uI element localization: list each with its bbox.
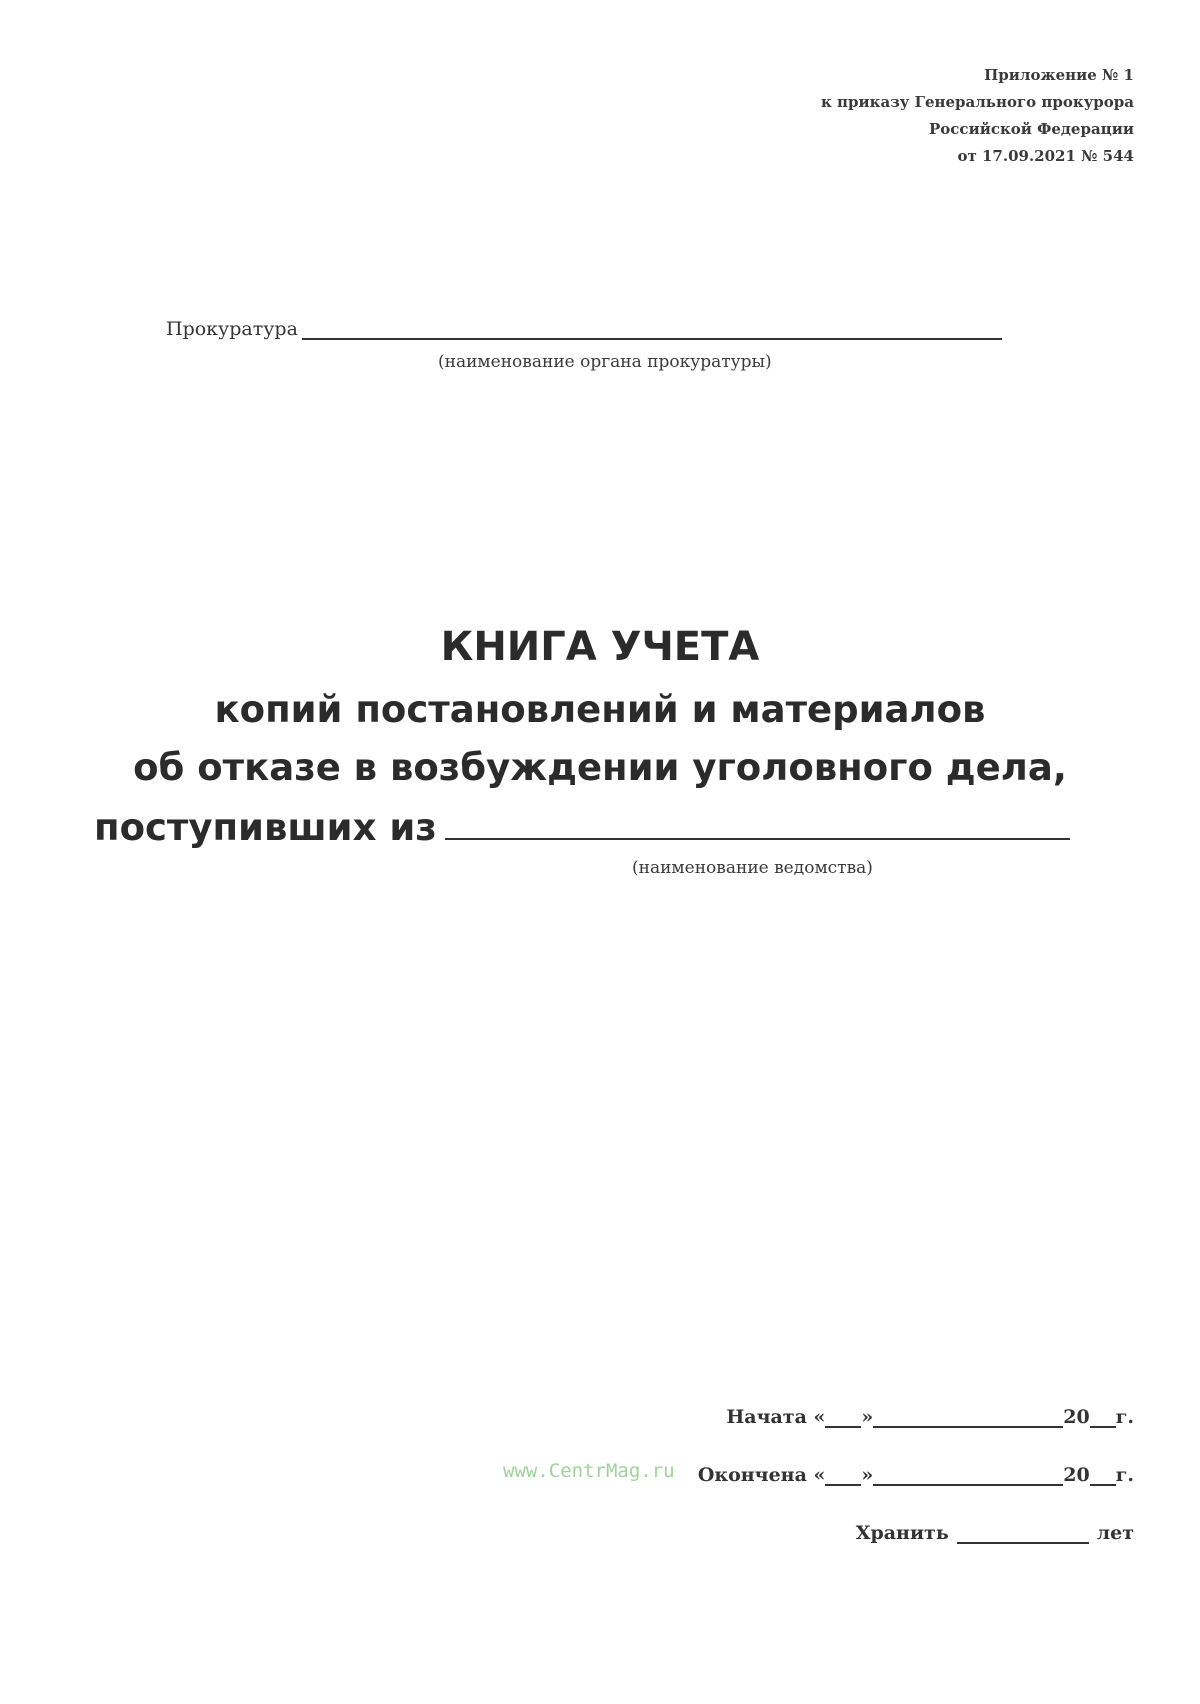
close-quote: »	[861, 1406, 874, 1428]
year-prefix: 20	[1063, 1464, 1090, 1486]
year-blank	[1090, 1408, 1116, 1428]
open-quote: «	[813, 1406, 826, 1428]
title-line-1: копий постановлений и материалов	[214, 688, 986, 731]
appendix-date: от 17.09.2021 № 544	[957, 147, 1134, 165]
keep-suffix: лет	[1096, 1522, 1134, 1544]
end-label: Окончена	[697, 1464, 807, 1486]
day-blank	[825, 1408, 861, 1428]
day-blank	[825, 1466, 861, 1486]
end-date-field	[698, 1464, 1134, 1486]
month-blank	[873, 1466, 1063, 1486]
keep-label: Хранить	[855, 1522, 949, 1544]
agency-blank-line	[445, 808, 1070, 840]
prosecutor-field	[166, 318, 1036, 340]
prosecutor-blank-line	[302, 320, 1002, 340]
year-blank	[1090, 1466, 1116, 1486]
appendix-number: Приложение № 1	[984, 66, 1134, 84]
agency-caption: (наименование ведомства)	[632, 858, 873, 878]
close-quote: »	[861, 1464, 874, 1486]
year-suffix: г.	[1115, 1464, 1134, 1486]
appendix-order: к приказу Генерального прокурора	[821, 93, 1134, 111]
year-suffix: г.	[1115, 1406, 1134, 1428]
received-from-label: поступивших из	[94, 806, 437, 849]
prosecutor-caption: (наименование органа прокуратуры)	[438, 352, 772, 372]
open-quote: «	[813, 1464, 826, 1486]
year-prefix: 20	[1063, 1406, 1090, 1428]
start-label: Начата	[726, 1406, 807, 1428]
month-blank	[873, 1408, 1063, 1428]
title-line-2: об отказе в возбуждении уголовного дела,	[133, 746, 1067, 789]
appendix-country: Российской Федерации	[929, 120, 1134, 138]
start-date-field	[726, 1406, 1134, 1428]
prosecutor-label: Прокуратура	[166, 318, 298, 340]
received-from-field	[94, 806, 1070, 849]
retention-field	[856, 1522, 1134, 1544]
book-title: КНИГА УЧЕТА	[440, 624, 760, 670]
appendix-block	[821, 62, 1134, 170]
watermark: www.CentrMag.ru	[503, 1460, 675, 1482]
keep-blank	[957, 1524, 1089, 1544]
